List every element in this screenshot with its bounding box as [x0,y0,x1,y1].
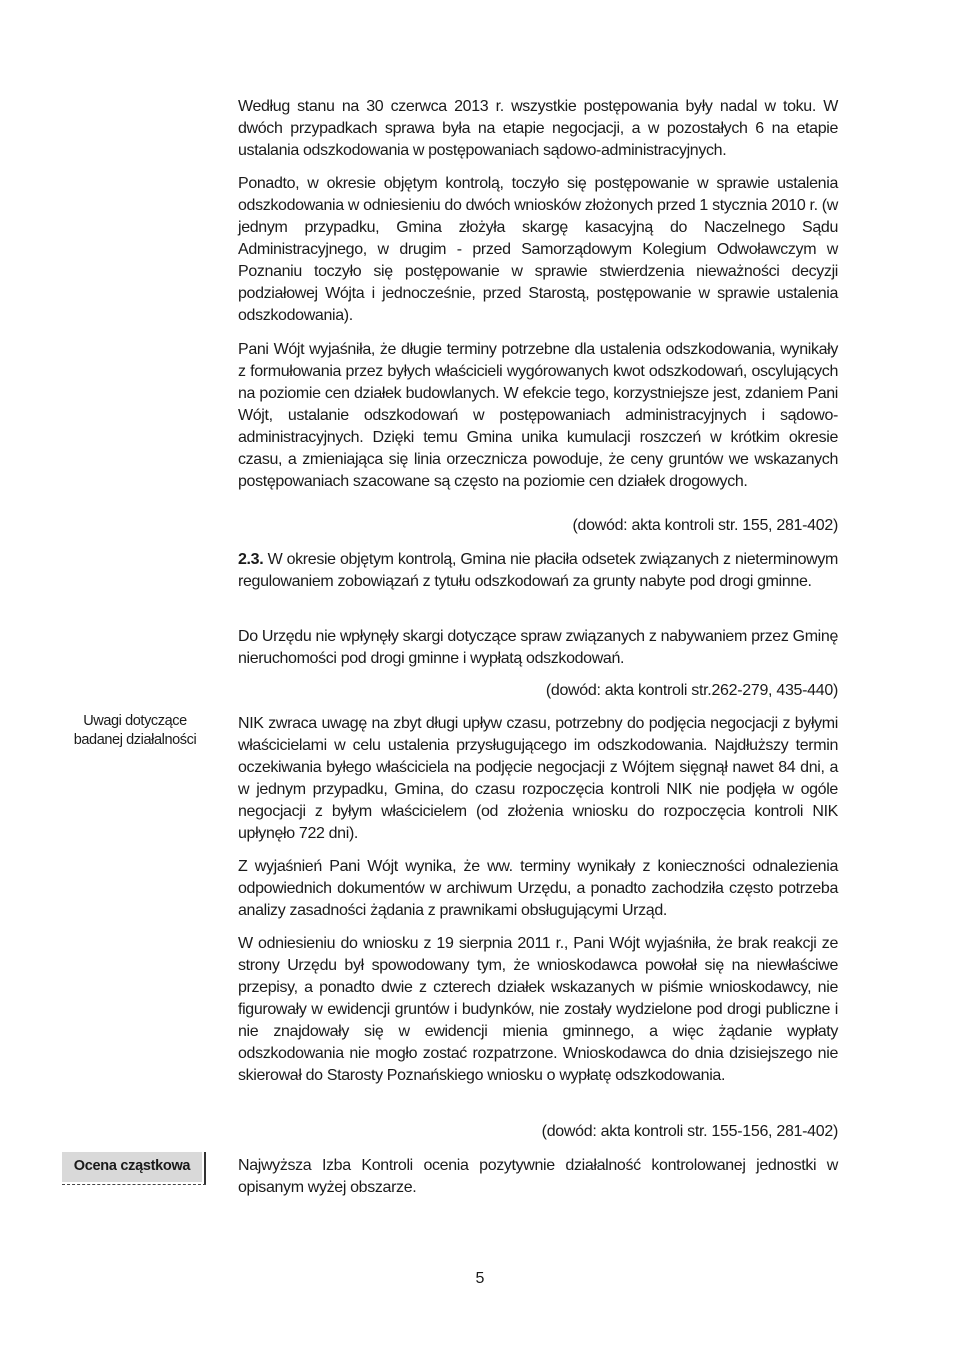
page-number: 5 [475,1270,485,1287]
paragraph-request-2011 [238,933,838,1087]
partial-assessment-box [62,1152,206,1186]
paragraph-text [238,549,838,593]
paragraph-assessment [238,1155,838,1199]
paragraph-explanation [238,339,838,493]
margin-note-line: Uwagi dotyczące [83,713,187,729]
paragraph-text: Ponadto, w okresie objętym kontrolą, toczyło się postępowanie w sprawie ustalenia odszkodowania w odniesieniu do dwóch wniosków złożonych przed 1 stycznia 2010 r. (w jednym przypadku, Gmina złożyła skargę kasacyjną do Naczelnego Sądu Administracyjnego, w drugim - przed Samorządowym Kolegium Odwoławczym w Poznaniu toczyło się postępowanie w sprawie stwierdzenia nieważności decyzji podziałowej Wójta i jednocześnie, przed Starostą, postępowanie w sprawie ustalenia odszkodowania). [238,175,838,324]
paragraph-status [238,96,838,162]
paragraph-nik-remark [238,713,838,845]
evidence-reference: (dowód: akta kontroli str.262-279, 435-440) [545,682,838,699]
paragraph-text: W odniesieniu do wniosku z 19 sierpnia 2011 r., Pani Wójt wyjaśniła, że brak reakcji ze strony Urzędu był spowodowany tym, że wnioskodawca powołał się na niewłaściwe przepisy, a ponadto dwie z czterech działek wskazanych w piśmie wnioskodawcy, nie figurowały w ewidencji gruntów i budynków, nie zostały wydzielone pod drogi publiczne i nie znajdowały się w ewidencji mienia gminnego, a więc żądanie wypłaty odszkodowania nie mogło zostać rozpatrzone. Wnioskodawca do dnia dzisiejszego nie skierował do Starosty Poznańskiego wniosku o wypłatę odszkodowania. [238,935,838,1084]
paragraph-text: Według stanu na 30 czerwca 2013 r. wszystkie postępowania były nadal w toku. W dwóch przypadkach sprawa była na etapie negocjacji, a w pozostałych 6 na etapie ustalania odszkodowania w postępowaniach sądowo-administracyjnych. [238,98,838,159]
paragraph-other-proceedings [238,173,838,327]
paragraph-text: Pani Wójt wyjaśniła, że długie terminy potrzebne dla ustalenia odszkodowania, wynikały z formułowania przez byłych właścicieli wygórowanych kwot odszkodowań, oscylujących na poziomie cen działek budowlanych. W efekcie tego, korzystniejsze jest, zdaniem Pani Wójt, ustalanie odszkodowań w postępowaniach administracyjnych i sądowo-administracyjnych. Dzięki temu Gmina unika kumulacji roszczeń w krótkim okresie czasu, a zmieniająca się linia orzecznicza powoduje, że ceny gruntów we wskazanych postępowaniach szacowane są często na poziomie cen działek drogowych. [238,341,838,490]
margin-note-line: badanej działalności [73,732,197,748]
paragraph-text: NIK zwraca uwagę na zbyt długi upływ czasu, potrzebny do podjęcia negocjacji z byłymi właścicielami w celu ustalenia przysługującego im odszkodowania. Najdłuższy termin oczekiwania byłego właściciela na podjęcie negocjacji z Wójtem sięgnął nawet 84 dni, a w jednym przypadku, Gmina, do czasu rozpoczęcia kontroli NIK nie podjęła w ogóle negocjacji z byłym właścicielem (od złożenia wniosku do rozpoczęcia kontroli NIK upłynęło 722 dni). [238,715,838,842]
section-number: 2.3. [238,551,264,568]
box-border-bottom [62,1184,206,1185]
evidence-reference: (dowód: akta kontroli str. 155, 281-402) [572,517,838,534]
box-border-right [204,1152,206,1184]
margin-note [60,712,210,750]
section-text: W okresie objętym kontrolą, Gmina nie płaciła odsetek związanych z nieterminowym regulowaniem zobowiązań z tytułu odszkodowań za grunty nabyte pod drogi gminne. [238,551,838,590]
paragraph-text: Z wyjaśnień Pani Wójt wynika, że ww. terminy wynikały z konieczności odnalezienia odpowiednich dokumentów w archiwum Urzędu, a ponadto zachodziła często potrzeba analizy zasadności żądania z prawnikami obsługującymi Urząd. [238,858,838,919]
box-label: Ocena cząstkowa [73,1158,191,1174]
paragraph-explanation-terms [238,856,838,922]
paragraph-text: Do Urzędu nie wpłynęły skargi dotyczące spraw związanych z nabywaniem przez Gminę nieruchomości pod drogi gminne i wypłatą odszkodowań. [238,628,838,667]
paragraph-complaints [238,626,838,670]
section-2-3 [238,549,838,593]
evidence-reference: (dowód: akta kontroli str. 155-156, 281-402) [541,1123,838,1140]
paragraph-text: Najwyższa Izba Kontroli ocenia pozytywnie działalność kontrolowanej jednostki w opisanym wyżej obszarze. [238,1157,838,1196]
